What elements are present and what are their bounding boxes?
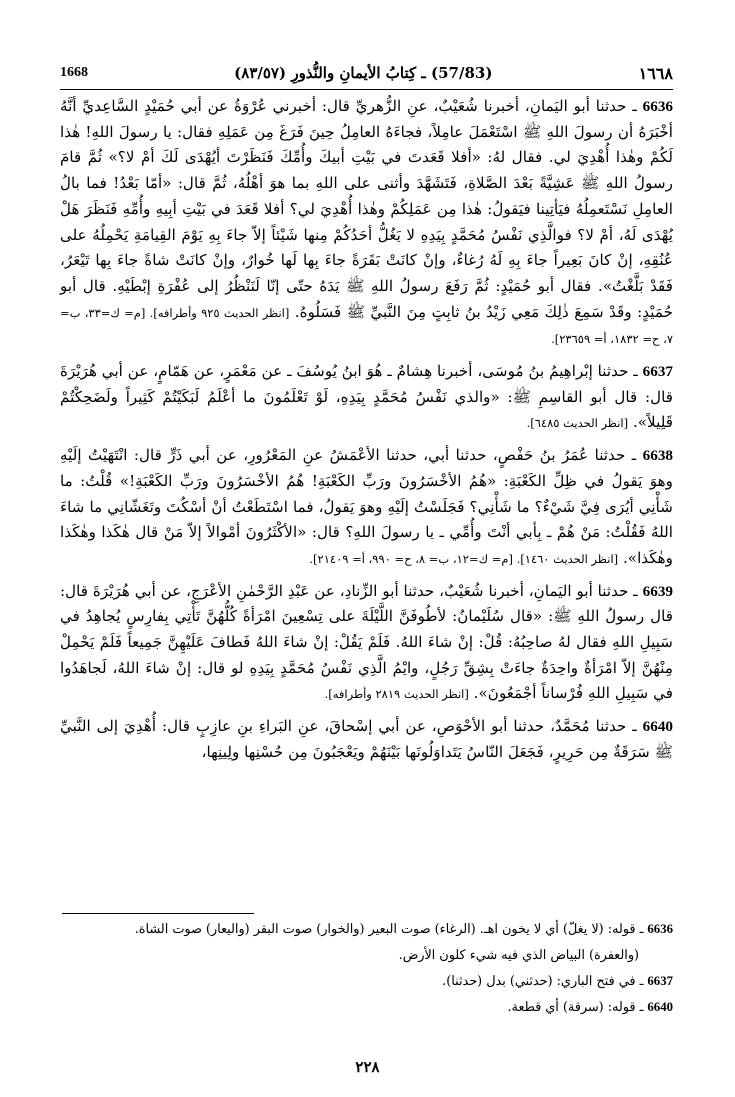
- footnote-6636: [60, 918, 673, 941]
- footnote-6640: [60, 996, 673, 1019]
- hadith-number: 6638: [642, 447, 673, 465]
- book-title: (57/83) ـ كِتابُ الأيمانِ والنُّذورِ (٨٣/٥٧): [234, 64, 493, 82]
- page-number-latin: 1668: [60, 65, 88, 80]
- page-header: [60, 58, 673, 88]
- footnote-text: ـ في فتح الباري: (حدثني) بدل (حدثنا).: [442, 974, 644, 989]
- hadith-number: 6640: [642, 718, 673, 736]
- hadith-number: 6636: [642, 98, 673, 115]
- hadith-6640: [60, 714, 673, 766]
- footnote-text: ـ قوله: (لا يغلّ) أي لا يخون اهـ. (الرغاء) صوت البعير (والخوار) صوت البقر (واليعار) صوت الشاة.: [134, 922, 644, 937]
- hadith-text: ـ حدثنا أبو اليَمانِ، أخبرنا شُعَيْبٌ، حدثنا أبو الزِّنادِ، عن عَبْدِ الرَّحْمٰنِ الأعْرَجِ، عن أبي هُرَيْرَةَ قال: قال رسولُ اللهِ ﷺ: «قال سُلَيْمانُ: لأطُوفَنَّ اللَّيْلَةَ على تِسْعِينَ امْرَأةً كُلُّهُنَّ تَأْتِي بِفارِسٍ يُجاهِدُ في سَبِيلِ اللهِ فقال لهُ صاحِبُهُ: قُلْ: إنْ شاءَ اللهُ. فَلَمْ يَقُلْ: إنْ شاءَ اللهُ فَطافَ عَلَيْهِنَّ جَمِيعاً فَلَمْ يَحْمِلْ مِنْهُنَّ إلاّ امْرَأةٌ واحِدَةٌ جاءَتْ بِشِقِّ رَجُلٍ، وايْمُ الَّذِي نَفْسُ مُحَمَّدٍ بِيَدِهِ لو قال: إنْ شاءَ اللهُ، لَجاهَدُوا في سَبِيلِ اللهِ فُرْساناً أجْمَعُونَ».: [60, 581, 673, 703]
- footnote-continuation: [60, 944, 673, 967]
- hadith-text: ـ حدثنا عُمَرُ بنُ حَفْصٍ، حدثنا أبي، حدثنا الأعْمَشُ عنِ المَعْرُورِ، عن أبي ذَرٍّ قال: انْتَهَيْتُ إلَيْهِ وهوَ يَقولُ في ظِلِّ الكَعْبَةِ: «هُمُ الأخْسَرُونَ ورَبِّ الكَعْبَةِ! هُمُ الأخْسَرُونَ ورَبِّ الكَعْبَةِ!» قُلْتُ: ما شَأْنِي أيُرَى فِيَّ شَيْءٌ؟ ما شَأْنِي؟ فَجَلَسْتُ إلَيْهِ وهوَ يَقولُ، فما اسْتَطَعْتُ أنْ أسْكُتَ وتَغَشّانِي ما شاءَ اللهُ فَقُلْتُ: مَنْ هُمْ ـ بِأبي أنْتَ وأُمِّي ـ يا رسولَ اللهِ؟ قال: «الأكْثَرُونَ أمْوالاً إلاّ مَنْ قال هٰكَذا وهٰكَذا وهٰكَذا».: [60, 446, 673, 567]
- hadith-reference: [انظر الحديث ٩٢٥ وأطرافه]. [م= ك=٣٣، ب= ٧، ح= ١٨٣٢، أ= ٢٣٦٥٩].: [60, 305, 673, 347]
- hadith-text: ـ حدثنا أبو اليَمانِ، أخبرنا شُعَيْبٌ، عنِ الزُّهريِّ قال: أخبرني عُرْوَةُ عن أبي حُمَيْدٍ السَّاعِديِّ أنَّهُ أخْبَرَهُ أن رسولَ اللهِ ﷺ اسْتَعْمَلَ عامِلاً، فجاءَهُ العامِلُ حِينَ فَرَغَ مِن عَمَلِهِ فقال: يا رسولَ اللهِ! هٰذا لَكُمْ وهٰذا أُهْدِيَ لي. فقال لهُ: «أفلا قَعَدتَ في بَيْتِ أبيكَ وأُمِّكَ فَنَظَرْتَ أيُهْدَى لَكَ أمْ لا؟» ثُمَّ قامَ رسولُ اللهِ ﷺ عَشِيَّةً بَعْدَ الصَّلاةِ، فَتَشَهَّدَ وأثنى على اللهِ بما هوَ أهْلُهُ، ثُمَّ قال: «أمّا بَعْدُ! فما بالُ العامِلِ نَسْتَعمِلُهُ فيَأتِينا فيَقولُ: هٰذا مِن عَمَلِكُمْ وهٰذا أُهْدِيَ لي؟ أفلا قَعَدَ في بَيْتِ أبِيهِ وأُمِّهِ فَنَظَرَ هَلْ يُهْدَى لَهُ، أمْ لا؟ فوالَّذِي نَفْسُ مُحَمَّدٍ بِيَدِهِ لا يَغُلُّ أحَدُكُمْ مِنها شَيْئاً إلاّ جاءَ بِهِ يَوْمَ القِيامَةِ يَحْمِلُهُ على عُنُقِهِ، إنْ كانَ بَعِيراً جاءَ بِهِ لَهُ رُغاءٌ، وإنْ كانَتْ بَقَرَةً جاءَ بِها لَها خُوارٌ، وإنْ كانَتْ شاةً جاءَ بِها تَيْعَرُ، فَقَدْ بَلَّغْتُ». فقال أبو حُمَيْدٍ: ثُمَّ رَفَعَ رسولُ اللهِ ﷺ يَدَهُ حتّى إنّا لَنَنْظُرُ إلى عُفْرَةِ إبْطَيْهِ. قال أبو حُمَيْدٍ: وقَدْ سَمِعَ ذٰلِكَ مَعِي زَيْدُ بنُ ثابِتٍ مِنَ النَّبيِّ ﷺ فَسَلُوهُ.: [60, 97, 673, 321]
- hadith-6637: [60, 359, 673, 437]
- hadith-reference: [انظر الحديث ٢٨١٩ وأطرافه].: [324, 687, 469, 702]
- hadith-list: [60, 94, 673, 773]
- hadith-number: 6639: [642, 582, 673, 600]
- footnote-number: 6637: [647, 974, 673, 988]
- header-rule: [60, 89, 673, 90]
- hadith-text: ـ حدثنا مُحَمَّدٌ، حدثنا أبو الأحْوَصِ، عن أبي إسْحاقَ، عنِ البَراءِ بنِ عازِبٍ قال: أُهْدِيَ إلى النَّبيِّ ﷺ سَرَقَةٌ مِن حَرِيرٍ، فَجَعَلَ النّاسُ يَتَداوَلُونَها بَيْنَهُمْ ويَعْجَبُونَ مِن حُسْنِها ولِينِها،: [60, 717, 673, 761]
- footnote-separator: [62, 913, 254, 914]
- hadith-6639: [60, 579, 673, 709]
- footnote-6637: [60, 970, 673, 993]
- footnote-text: (والعفرة) البياض الذي فيه شيء كلون الأرض.: [398, 948, 639, 963]
- page-number: ٢٢٨: [355, 1058, 380, 1076]
- hadith-6636: [60, 94, 673, 353]
- footnotes: [60, 918, 673, 1022]
- page-number-arabic: ١٦٦٨: [638, 63, 673, 83]
- hadith-6638: [60, 443, 673, 573]
- hadith-reference: [انظر الحديث ١٤٦٠]. [م= ك=١٢، ب= ٨، ح= ٩٩٠، أ= ٢١٤٠٩].: [309, 551, 619, 566]
- footnote-number: 6640: [647, 1000, 673, 1014]
- footnote-number: 6636: [647, 922, 673, 936]
- hadith-number: 6637: [642, 363, 674, 381]
- hadith-text: ـ حدثنا إبْراهِيمُ بنُ مُوسَى، أخبرنا هِشامٌ ـ هُوَ ابنُ يُوسُفَ ـ عن مَعْمَرٍ، عن هَمّامٍ، عن أبي هُرَيْرَةَ قال: قال أبو القاسِمِ ﷺ: «والذي نَفْسُ مُحَمَّدٍ بِيَدِهِ، لَوْ تَعْلَمُونَ ما أعْلَمُ لَبَكَيْتُمْ كَثِيراً ولَضَحِكْتُمْ قَلِيلاً».: [60, 362, 673, 432]
- hadith-reference: [انظر الحديث ٦٤٨٥].: [526, 416, 629, 431]
- footnote-text: ـ قوله: (سرقة) أي قطعة.: [507, 1000, 644, 1015]
